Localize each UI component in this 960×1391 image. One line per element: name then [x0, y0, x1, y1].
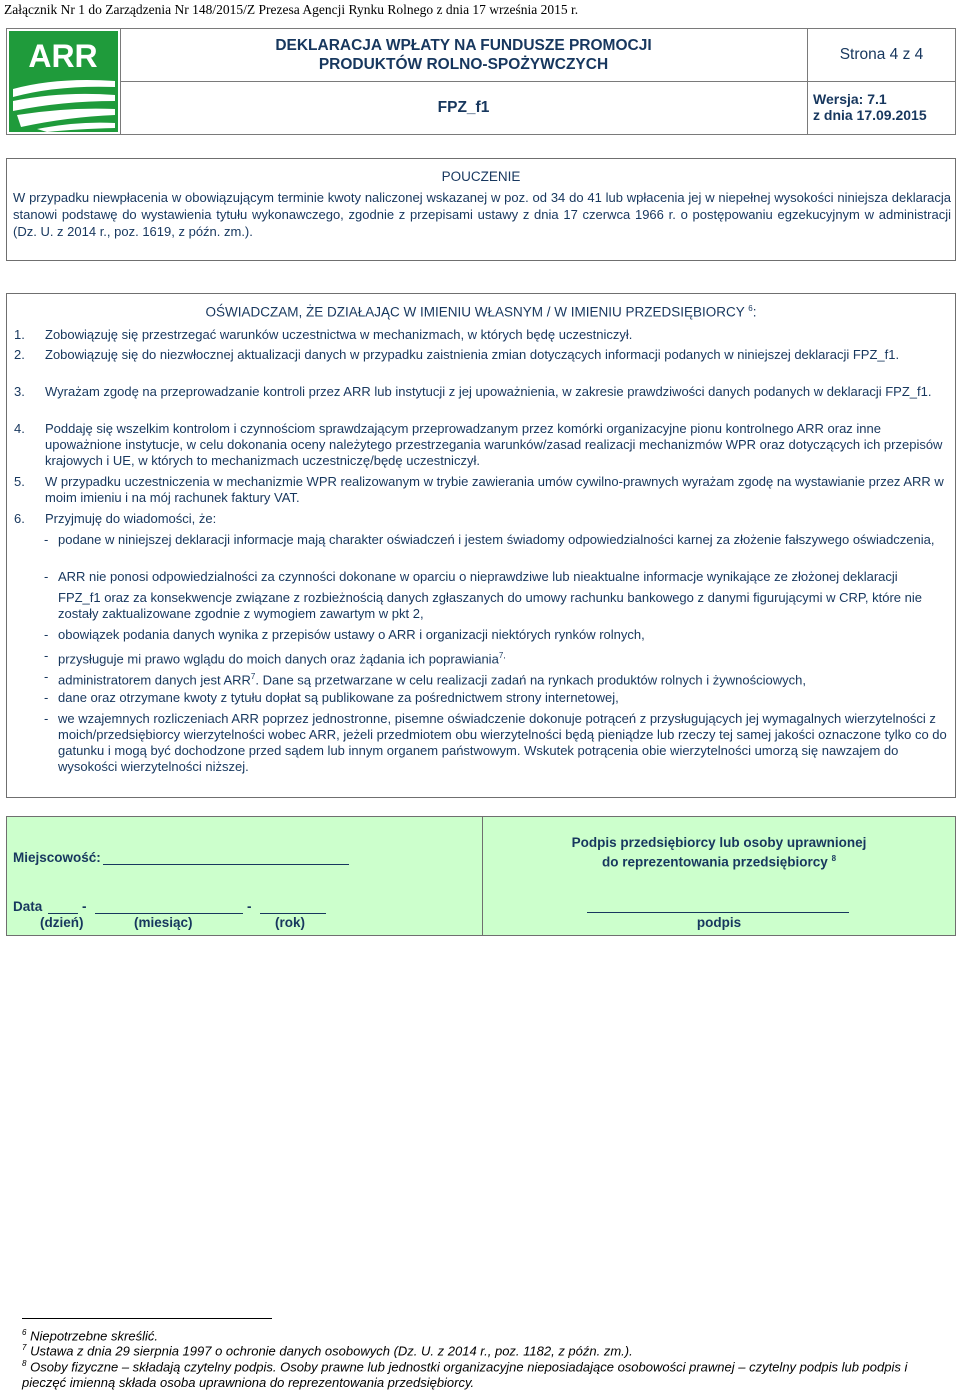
month-field[interactable] — [95, 913, 243, 914]
acknowledgement-item — [44, 648, 949, 667]
footnote-ref: 7 — [250, 672, 256, 681]
acknowledgement-text: podane w niniejszej deklaracji informacje mają charakter oświadczeń i jestem świadomy odpowiedzialności karnej za złożenie fałszywego oświadczenia, — [58, 532, 935, 547]
acknowledgement-text — [58, 648, 949, 667]
bullet-dash: - — [44, 627, 49, 642]
declaration-item — [14, 327, 949, 343]
footnote-text: Ustawa z dnia 29 sierpnia 1997 o ochronie danych osobowych (Dz. U. z 2014 r., poz. 1182, z późn. zm.). — [30, 1343, 633, 1359]
instruction-title: POUCZENIE — [441, 169, 521, 184]
acknowledgement-item — [44, 627, 949, 643]
signature-title-line2 — [483, 851, 955, 871]
item-text: Przyjmuję do wiadomości, że: — [45, 511, 217, 526]
footnote — [22, 1356, 942, 1391]
item-number: 4. — [14, 421, 25, 436]
declaration-item — [14, 511, 949, 527]
instruction-body: W przypadku niewpłacenia w obowiązującym terminie kwoty naliczonej wskazanej w poz. od 34 do 41 lub wpłacenia jej w niepełnej wysokości niniejsza deklaracja stanowi podstawę do wystawienia tytułu wykonawczego, zgodnie z przepisami ustawy z dnia 17 czerwca 1966 r. o postępowaniu egzekucyjnym w administracji (Dz. U. z 2014 r., poz. 1619, z późn. zm.). — [13, 190, 951, 239]
date-separator: - — [247, 899, 252, 914]
arr-logo — [7, 29, 121, 134]
item-text: Zobowiązuję się do niezwłocznej aktualizacji danych w przypadku zaistnienia zmian dotyczących informacji podanych w niniejszej deklaracji FPZ_f1. — [45, 347, 900, 362]
acknowledgement-text-part: . Dane są przetwarzane w celu realizacji zadań na rynkach produktów rolnych i żywnościowych, — [255, 672, 806, 688]
footnote-text: Niepotrzebne skreślić. — [30, 1328, 158, 1344]
version-date: z dnia 17.09.2015 — [813, 107, 927, 123]
declaration-item — [14, 384, 949, 400]
declaration-item — [14, 347, 949, 363]
signature-field[interactable] — [587, 912, 849, 913]
item-number: 6. — [14, 511, 25, 526]
bullet-dash: - — [44, 711, 49, 726]
version-label: Wersja: 7.1 — [813, 91, 887, 107]
day-field[interactable] — [48, 913, 78, 914]
bullet-dash: - — [44, 669, 49, 684]
footnote-ref: 8 — [831, 854, 837, 863]
form-title-line2: PRODUKTÓW ROLNO-SPOŻYWCZYCH — [318, 56, 609, 73]
acknowledgement-text-part: przysługuje mi prawo wglądu do moich danych oraz żądania ich poprawiania — [58, 651, 499, 667]
attachment-note: Załącznik Nr 1 do Zarządzenia Nr 148/2015/Z Prezesa Agencji Rynku Rolnego z dnia 17 września 2015 r. — [4, 2, 579, 17]
acknowledgement-item — [44, 690, 949, 706]
declaration-title-footnote: 6 — [748, 304, 753, 313]
version-info — [813, 91, 927, 123]
date-label: Data — [13, 899, 43, 914]
item-number: 5. — [14, 474, 25, 489]
acknowledgement-item — [44, 711, 949, 775]
date-separator: - — [82, 899, 87, 914]
signature-caption: podpis — [696, 915, 742, 930]
form-header — [6, 28, 956, 135]
acknowledgement-item — [44, 569, 949, 585]
acknowledgement-item — [44, 590, 949, 622]
signature-title — [483, 835, 955, 871]
footnote-ref: 7, — [498, 651, 506, 660]
footnote-number: 7 — [22, 1343, 27, 1352]
place-label: Miejscowość: — [13, 850, 101, 865]
signature-title-line1: Podpis przedsiębiorcy lub osoby uprawnionej — [571, 835, 867, 850]
item-number: 3. — [14, 384, 25, 399]
form-code: FPZ_f1 — [120, 82, 808, 134]
form-title — [120, 29, 808, 82]
signature-section — [6, 816, 956, 936]
acknowledgement-text: we wzajemnych rozliczeniach ARR poprzez jednostronne, pisemne oświadczenie dokonuje potrąceń z przysługujących jej wymagalnych wierzytelności z moich/przedsiębiorcy wierzytelności wobec ARR, jeżeli przedmiotem obu wierzytelności będą pieniądze lub rzeczy tej samej jakości oznaczone tylko co do gatunku i mogą być dochodzone przed sądem lub innym organem państwowym. Wskutek potrącenia obie wierzytelności umorzą się nawzajem do wysokości wierzytelności niższej. — [58, 711, 947, 774]
bullet-dash: - — [44, 690, 49, 705]
acknowledgement-text: FPZ_f1 oraz za konsekwencje związane z rozbieżnością danych zgłaszanych do umowy rachunku bankowego z danymi figurującymi w CRP, które nie zostały zaktualizowane zgodnie z wymogiem zawartym w pkt 2, — [58, 590, 922, 621]
footnote-number: 6 — [22, 1328, 27, 1337]
declaration-title — [7, 304, 955, 320]
acknowledgement-text-part: administratorem danych jest ARR — [58, 672, 251, 688]
acknowledgement-text: ARR nie ponosi odpowiedzialności za czynności dokonane w oparciu o nieprawdziwe lub nieaktualne informacje wynikające ze złożonej deklaracji — [58, 569, 898, 584]
item-number: 2. — [14, 347, 25, 362]
acknowledgement-text: obowiązek podania danych wynika z przepisów ustawy o ARR i organizacji niektórych rynków rolnych, — [58, 627, 645, 642]
form-title-line1: DEKLARACJA WPŁATY NA FUNDUSZE PROMOCJI — [275, 37, 652, 54]
acknowledgement-text — [58, 669, 949, 688]
bullet-dash: - — [44, 569, 49, 584]
footnote-number: 8 — [22, 1359, 27, 1368]
instruction-box — [6, 158, 956, 261]
day-caption: (dzień) — [40, 915, 84, 930]
item-text: Zobowiązuję się przestrzegać warunków uczestnictwa w mechanizmach, w których będę uczestniczył. — [45, 327, 633, 342]
signature-title-line2-text: do reprezentowania przedsiębiorcy — [601, 854, 828, 870]
month-caption: (miesiąc) — [134, 915, 193, 930]
item-number: 1. — [14, 327, 25, 342]
declaration-box — [6, 293, 956, 798]
bullet-dash: - — [44, 648, 49, 663]
place-field[interactable] — [103, 864, 349, 865]
footnote-separator — [22, 1318, 272, 1319]
item-text: Poddaję się wszelkim kontrolom i czynnościom sprawdzającym przeprowadzanym przez komórki organizacyjne pionu kontrolnego ARR oraz inne upoważnione instytucje, w celu dokonania oceny należytego przestrzegania warunków/zasad realizacji mechanizmów WPR oraz dotyczących ich przepisów krajowych i UE, w których to mechanizmach uczestniczę/będę uczestniczył. — [45, 421, 943, 468]
page-number: Strona 4 z 4 — [808, 29, 955, 82]
year-caption: (rok) — [275, 915, 305, 930]
declaration-title-colon: : — [752, 304, 757, 320]
item-text: Wyrażam zgodę na przeprowadzanie kontroli przez ARR lub instytucji z jej upoważnienia, w zakresie prawdziwości danych podanych w deklaracji FPZ_f1. — [45, 384, 932, 399]
year-field[interactable] — [260, 913, 326, 914]
acknowledgement-item — [44, 669, 949, 688]
acknowledgement-item — [44, 532, 949, 548]
item-text: W przypadku uczestniczenia w mechanizmie WPR realizowanym w trybie zawierania umów cywilno-prawnych wyrażam zgodę na wystawianie przez ARR w moim imieniu i na mój rachunek faktury VAT. — [45, 474, 944, 505]
footnote-text: Osoby fizyczne – składają czytelny podpis. Osoby prawne lub jednostki organizacyjne nieposiadające osobowości prawnej – czytelny podpis lub podpis i pieczęć imienną składa osoba uprawniona do reprezentowania przedsiębiorcy. — [22, 1359, 908, 1391]
acknowledgement-text: dane oraz otrzymane kwoty z tytułu dopłat są publikowane za pośrednictwem strony internetowej, — [58, 690, 619, 705]
declaration-item — [14, 474, 949, 506]
logo-text: ARR — [28, 38, 98, 74]
declaration-title-text: OŚWIADCZAM, ŻE DZIAŁAJĄC W IMIENIU WŁASNYM / W IMIENIU PRZEDSIĘBIORCY — [205, 304, 745, 320]
bullet-dash: - — [44, 532, 49, 547]
declaration-item — [14, 421, 949, 469]
